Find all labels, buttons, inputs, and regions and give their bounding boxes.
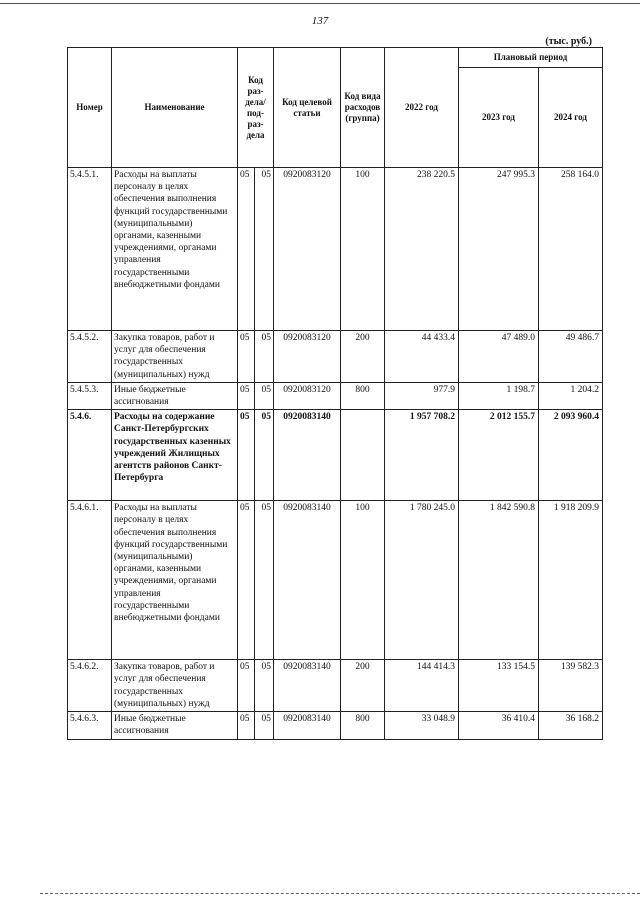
row-number: 5.4.6.2. <box>68 660 112 712</box>
row-expense-type: 800 <box>341 382 385 409</box>
row-target-code: 0920083120 <box>274 331 341 383</box>
table-row <box>68 712 603 739</box>
row-section-code: 05 <box>238 331 255 383</box>
row-target-code: 0920083140 <box>274 660 341 712</box>
row-section-code: 05 <box>238 168 255 331</box>
row-number: 5.4.5.3. <box>68 382 112 409</box>
row-value-2024: 2 093 960.4 <box>539 410 603 501</box>
row-value-2022: 1 780 245.0 <box>385 501 459 660</box>
row-name: Иные бюджетные ассигнования <box>112 712 238 739</box>
table-row <box>68 331 603 383</box>
table-header <box>68 48 603 168</box>
row-value-2024: 36 168.2 <box>539 712 603 739</box>
page-number: 137 <box>311 15 329 27</box>
row-value-2024: 258 164.0 <box>539 168 603 331</box>
row-subsection-code: 05 <box>255 501 274 660</box>
row-subsection-code: 05 <box>255 712 274 739</box>
row-number: 5.4.6. <box>68 410 112 501</box>
row-subsection-code: 05 <box>255 410 274 501</box>
top-rule <box>0 3 640 4</box>
row-subsection-code: 05 <box>255 382 274 409</box>
row-number: 5.4.6.1. <box>68 501 112 660</box>
row-value-2023: 47 489.0 <box>459 331 539 383</box>
row-subsection-code: 05 <box>255 660 274 712</box>
table-row <box>68 382 603 409</box>
header-section: Код раз-дела/ под-раз-дела <box>238 48 274 168</box>
row-value-2024: 1 204.2 <box>539 382 603 409</box>
row-target-code: 0920083120 <box>274 382 341 409</box>
row-value-2022: 44 433.4 <box>385 331 459 383</box>
row-value-2022: 1 957 708.2 <box>385 410 459 501</box>
table-row <box>68 410 603 501</box>
row-value-2022: 33 048.9 <box>385 712 459 739</box>
row-number: 5.4.6.3. <box>68 712 112 739</box>
row-section-code: 05 <box>238 660 255 712</box>
row-value-2022: 977.9 <box>385 382 459 409</box>
row-subsection-code: 05 <box>255 168 274 331</box>
budget-table <box>67 47 603 740</box>
row-name: Закупка товаров, работ и услуг для обеспечения государственных (муниципальных) нужд <box>112 331 238 383</box>
row-value-2024: 139 582.3 <box>539 660 603 712</box>
row-value-2023: 247 995.3 <box>459 168 539 331</box>
row-expense-type: 100 <box>341 501 385 660</box>
table-row <box>68 168 603 331</box>
row-name: Закупка товаров, работ и услуг для обеспечения государственных (муниципальных) нужд <box>112 660 238 712</box>
row-section-code: 05 <box>238 712 255 739</box>
row-value-2022: 144 414.3 <box>385 660 459 712</box>
row-target-code: 0920083140 <box>274 410 341 501</box>
row-value-2023: 1 198.7 <box>459 382 539 409</box>
header-expense-type: Код вида расходов (группа) <box>341 48 385 168</box>
row-name: Расходы на содержание Санкт-Петербургских государственных казенных учреждений Жилищных агентств районов Санкт-Петербурга <box>112 410 238 501</box>
row-value-2024: 49 486.7 <box>539 331 603 383</box>
row-value-2023: 1 842 590.8 <box>459 501 539 660</box>
header-planned-period: Плановый период <box>459 48 603 68</box>
row-expense-type: 100 <box>341 168 385 331</box>
row-value-2023: 133 154.5 <box>459 660 539 712</box>
row-value-2023: 36 410.4 <box>459 712 539 739</box>
row-number: 5.4.5.2. <box>68 331 112 383</box>
row-expense-type: 200 <box>341 660 385 712</box>
header-name: Наименование <box>112 48 238 168</box>
row-section-code: 05 <box>238 410 255 501</box>
table-row <box>68 660 603 712</box>
units-label: (тыс. руб.) <box>545 36 592 47</box>
row-value-2023: 2 012 155.7 <box>459 410 539 501</box>
row-expense-type <box>341 410 385 501</box>
row-subsection-code: 05 <box>255 331 274 383</box>
table-body <box>68 168 603 740</box>
row-target-code: 0920083120 <box>274 168 341 331</box>
header-number: Номер <box>68 48 112 168</box>
row-number: 5.4.5.1. <box>68 168 112 331</box>
header-2023: 2023 год <box>459 68 539 168</box>
header-2022: 2022 год <box>385 48 459 168</box>
row-expense-type: 800 <box>341 712 385 739</box>
table-row <box>68 501 603 660</box>
row-expense-type: 200 <box>341 331 385 383</box>
row-name: Иные бюджетные ассигнования <box>112 382 238 409</box>
row-value-2024: 1 918 209.9 <box>539 501 603 660</box>
header-target: Код целевой статьи <box>274 48 341 168</box>
row-name: Расходы на выплаты персоналу в целях обеспечения выполнения функций государственными (муниципальными) органами, казенными учреждениями, органами управления государственными внебюджетными фондами <box>112 168 238 331</box>
row-name: Расходы на выплаты персоналу в целях обеспечения выполнения функций государственными (муниципальными) органами, казенными учреждениями, органами управления государственными внебюджетными фондами <box>112 501 238 660</box>
row-section-code: 05 <box>238 501 255 660</box>
row-section-code: 05 <box>238 382 255 409</box>
row-target-code: 0920083140 <box>274 501 341 660</box>
row-target-code: 0920083140 <box>274 712 341 739</box>
bottom-rule <box>40 893 640 894</box>
header-2024: 2024 год <box>539 68 603 168</box>
row-value-2022: 238 220.5 <box>385 168 459 331</box>
